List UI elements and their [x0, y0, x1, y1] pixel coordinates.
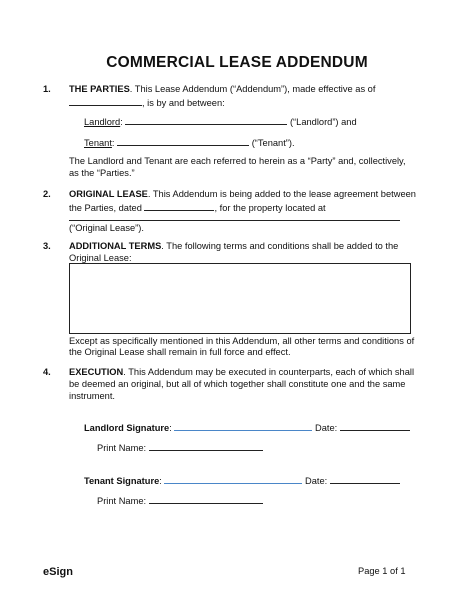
section-3-after-2: the Original Lease shall remain in full force and effect.: [69, 347, 291, 357]
lease-date-field[interactable]: [144, 201, 214, 211]
landlord-date-field[interactable]: [340, 421, 410, 431]
section-3-line-1: [69, 241, 429, 253]
effective-date-field[interactable]: [69, 96, 142, 106]
section-2-text-2b: , for the property located at: [214, 203, 326, 213]
section-1-line-2: [69, 96, 225, 110]
section-1-note-2: as the “Parties.”: [69, 168, 135, 178]
tenant-signature-row: [84, 474, 400, 488]
document-title: COMMERCIAL LEASE ADDENDUM: [106, 54, 368, 71]
section-4-heading: EXECUTION: [69, 367, 124, 377]
landlord-signature-label: Landlord Signature: [84, 423, 170, 433]
landlord-print-name-row: [97, 441, 263, 455]
landlord-signature-row: [84, 421, 410, 435]
section-4-line-3: instrument.: [69, 391, 115, 401]
landlord-label: Landlord: [84, 117, 121, 127]
section-1-text-2: , is by and between:: [142, 98, 225, 108]
section-2-number: 2.: [43, 189, 51, 199]
section-3-number: 3.: [43, 241, 51, 251]
section-4-line-2: be deemed an original, but all of which together shall constitute one and the same: [69, 379, 406, 389]
landlord-print-name-field[interactable]: [149, 441, 263, 451]
section-3-text: . The following terms and conditions shall be added to the: [161, 241, 399, 251]
landlord-signature-field[interactable]: [174, 421, 312, 431]
tenant-name-field[interactable]: [117, 136, 249, 146]
page-number: Page 1 of 1: [358, 566, 406, 576]
section-1-text: . This Lease Addendum (“Addendum”), made effective as of: [129, 84, 376, 94]
tenant-signature-colon: :: [159, 476, 162, 486]
landlord-date-label: Date:: [315, 423, 338, 433]
section-1-heading: THE PARTIES: [69, 84, 130, 94]
tenant-signature-field[interactable]: [164, 474, 302, 484]
section-2-heading: ORIGINAL LEASE: [69, 189, 148, 199]
section-1-line-1: [69, 84, 429, 96]
landlord-signature-colon: :: [169, 423, 172, 433]
landlord-suffix: (“Landlord”) and: [289, 117, 357, 127]
section-4-line-1: [69, 367, 429, 379]
property-address-field[interactable]: [69, 211, 400, 221]
tenant-line: Tenant: (“Tenant”).: [84, 138, 295, 148]
section-4-number: 4.: [43, 367, 51, 377]
tenant-print-name-field[interactable]: [149, 494, 263, 504]
tenant-suffix: (“Tenant”).: [251, 138, 295, 148]
footer-brand-logo: eSign: [43, 566, 73, 578]
tenant-print-name-label: Print Name:: [97, 496, 147, 506]
section-4-text: . This Addendum may be executed in counterparts, each of which shall: [123, 367, 415, 377]
section-3-line-2: Original Lease:: [69, 253, 132, 263]
section-1-number: 1.: [43, 84, 51, 94]
landlord-line: Landlord: (“Landlord”) and: [84, 117, 357, 127]
tenant-print-name-row: [97, 494, 263, 508]
tenant-signature-label: Tenant Signature: [84, 476, 160, 486]
tenant-date-field[interactable]: [330, 474, 400, 484]
landlord-print-name-label: Print Name:: [97, 443, 147, 453]
additional-terms-textbox[interactable]: [69, 263, 411, 334]
section-2-text-2a: the Parties, dated: [69, 203, 142, 213]
section-2-line-3: (“Original Lease”).: [69, 223, 144, 233]
landlord-name-field[interactable]: [125, 115, 287, 125]
section-2-text: . This Addendum is being added to the lease agreement between: [147, 189, 416, 199]
tenant-label: Tenant: [84, 138, 112, 148]
section-1-note-1: The Landlord and Tenant are each referred to herein as a “Party” and, collectively,: [69, 156, 406, 166]
section-3-heading: ADDITIONAL TERMS: [69, 241, 162, 251]
section-2-line-1: [69, 189, 429, 201]
tenant-date-label: Date:: [305, 476, 328, 486]
section-3-after-1: Except as specifically mentioned in this Addendum, all other terms and conditions of: [69, 336, 415, 346]
